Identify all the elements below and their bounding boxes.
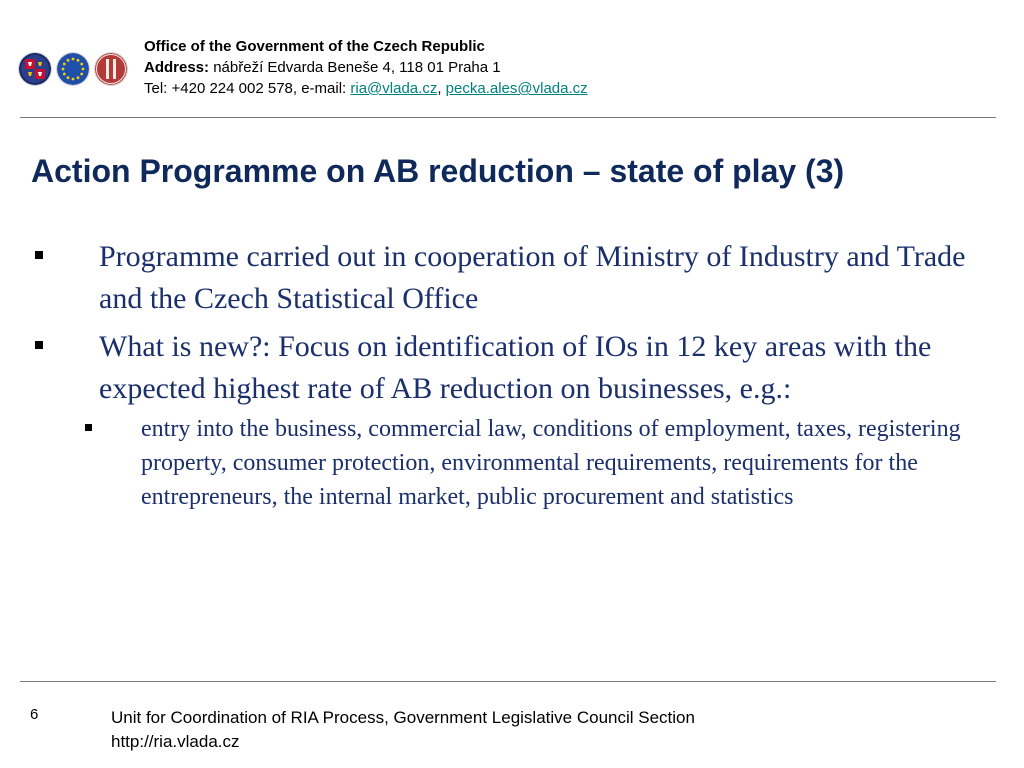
eu-stars-icon	[57, 53, 89, 85]
bullet-item	[31, 236, 991, 320]
address-line	[144, 57, 588, 78]
organization-name: Office of the Government of the Czech Republic	[144, 38, 485, 55]
sub-bullet-item	[31, 412, 991, 514]
slide-title: Action Programme on AB reduction – state of play (3)	[31, 153, 845, 189]
email-separator: ,	[437, 80, 446, 97]
header-divider	[20, 117, 996, 118]
bullet-text: What is new?: Focus on identification of IOs in 12 key areas with the expected highest rate of AB reduction on businesses, e.g.:	[99, 330, 932, 405]
square-bullet-icon	[35, 341, 43, 349]
bullet-item	[31, 326, 991, 410]
slide-content	[31, 236, 991, 514]
footer-url: http://ria.vlada.cz	[111, 732, 240, 751]
page-number: 6	[30, 706, 39, 723]
czech-coat-of-arms-icon	[19, 53, 51, 85]
address-value: nábřeží Edvarda Beneše 4, 118 01 Praha 1	[209, 59, 501, 76]
footer-text-block	[111, 706, 695, 754]
footer-divider	[20, 681, 996, 682]
logo-group	[19, 53, 127, 85]
contact-prefix: Tel: +420 224 002 578, e-mail:	[144, 80, 351, 97]
government-emblem-icon	[95, 53, 127, 85]
header-contact-block	[144, 36, 588, 99]
footer-unit-name: Unit for Coordination of RIA Process, Government Legislative Council Section	[111, 708, 695, 727]
square-bullet-icon	[35, 251, 43, 259]
sub-bullet-text: entry into the business, commercial law, conditions of employment, taxes, registering property, consumer protection, environmental requirements, requirements for the entrepreneurs, the internal market, public procurement and statistics	[141, 416, 961, 510]
email-link-ria[interactable]: ria@vlada.cz	[350, 80, 438, 97]
bullet-text: Programme carried out in cooperation of Ministry of Industry and Trade and the Czech Statistical Office	[99, 240, 966, 315]
address-label: Address:	[144, 59, 210, 76]
square-bullet-icon	[85, 424, 92, 431]
contact-line	[144, 78, 588, 99]
email-link-pecka[interactable]: pecka.ales@vlada.cz	[445, 80, 588, 97]
